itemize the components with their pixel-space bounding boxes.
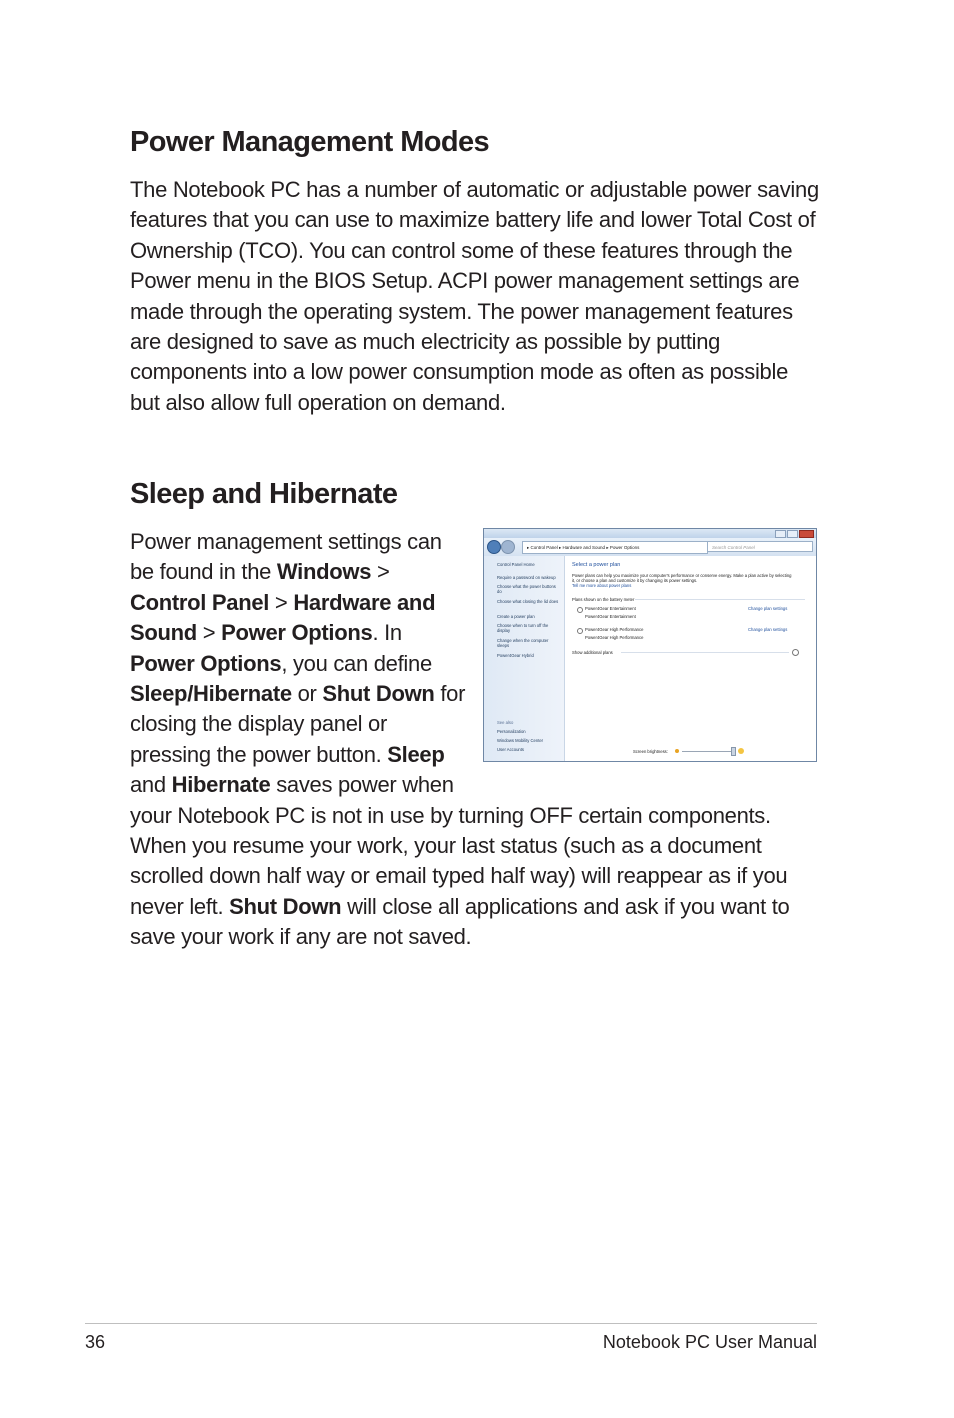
footer-document-title: Notebook PC User Manual — [602, 1332, 817, 1352]
brightness-slider — [682, 751, 732, 752]
intro-text: Power plans can help you maximize your computer's performance or conserve energy. Make a plan active by selecting it, or choose a plan and customize it by changing its power settings. — [572, 573, 792, 583]
plan-radio — [577, 628, 583, 634]
sun-bright-icon — [738, 748, 744, 754]
page-number: 36 — [85, 1332, 106, 1352]
sidebar-item: Choose what the power buttons do — [497, 584, 556, 594]
maximize-icon — [787, 530, 798, 538]
breadcrumb: ▸ Control Panel ▸ Hardware and Sound ▸ Power Options — [522, 541, 708, 554]
intro-link: Tell me more about power plans — [572, 583, 632, 588]
panel-heading: Select a power plan — [572, 562, 621, 568]
chevron-down-icon — [792, 649, 799, 656]
slider-thumb — [731, 747, 736, 756]
plan-desc: Power4Gear High Performance — [585, 635, 644, 640]
sidebar-item: Create a power plan — [497, 614, 535, 619]
see-also-item: Windows Mobility Center — [497, 738, 544, 743]
plan-radio — [577, 607, 583, 613]
footer-rule — [85, 1323, 817, 1324]
sidebar-item: Choose when to turn off the display — [497, 623, 549, 633]
divider — [621, 652, 789, 653]
change-plan-link: Change plan settings — [748, 606, 788, 611]
back-arrow-icon — [487, 540, 501, 554]
minimize-icon — [775, 530, 786, 538]
main-panel — [565, 556, 816, 761]
section-heading-sleep-and-hibernate: Sleep and Hibernate — [130, 478, 398, 510]
plan-name: Power4Gear Entertainment — [585, 606, 636, 611]
sidebar — [484, 556, 565, 761]
sidebar-item: Power4Gear Hybrid — [497, 653, 534, 658]
window-titlebar — [484, 529, 816, 538]
sleep-hibernate-paragraph: Power management settings can be found in the Windows > Control Panel > Hardware and Sound > Power Options. In Power Options, you can define Sleep/Hibernate or Shut Down for closing the display panel or pressing the power button. Sleep and Hibernate saves power when your Notebook PC is not in use by turning OFF certain components. When you resume your work, your last status (such as a document scrolled down half way or email typed half way) will reappear as if you never left. Shut Down will close all applications and ask if you want to save your work if any are not saved. — [130, 527, 820, 953]
see-also-item: Personalization — [497, 729, 526, 734]
brightness-label: Screen brightness: — [633, 749, 668, 754]
plan-name: Power4Gear High Performance — [585, 627, 644, 632]
sidebar-item: Change when the computer sleeps — [497, 638, 549, 648]
see-also-item: User Accounts — [497, 747, 524, 752]
sun-dim-icon — [675, 749, 679, 753]
power-options-screenshot — [483, 528, 817, 762]
see-also-label: See also — [497, 720, 514, 725]
plans-label: Plans shown on the battery meter — [572, 597, 635, 602]
sidebar-item: Choose what closing the lid does — [497, 599, 559, 604]
close-icon — [799, 530, 814, 538]
show-additional-plans: Show additional plans — [572, 650, 613, 655]
forward-arrow-icon — [501, 540, 515, 554]
search-input: Search Control Panel — [707, 541, 813, 552]
divider — [635, 599, 805, 600]
change-plan-link: Change plan settings — [748, 627, 788, 632]
power-management-paragraph: The Notebook PC has a number of automatic or adjustable power saving features that you can use to maximize battery life and lower Total Cost of Ownership (TCO). You can control some of these features through the Power menu in the BIOS Setup. ACPI power management settings are made through the operating system. The power management features are designed to save as much electricity as possible by putting components into a low power consumption mode as often as possible but also allow full operation on demand. — [130, 177, 819, 415]
plan-desc: Power4Gear Entertainment — [585, 614, 636, 619]
section-heading-power-management-modes: Power Management Modes — [130, 126, 490, 158]
sidebar-item: Control Panel Home — [497, 562, 535, 567]
sidebar-item: Require a password on wakeup — [497, 575, 556, 580]
